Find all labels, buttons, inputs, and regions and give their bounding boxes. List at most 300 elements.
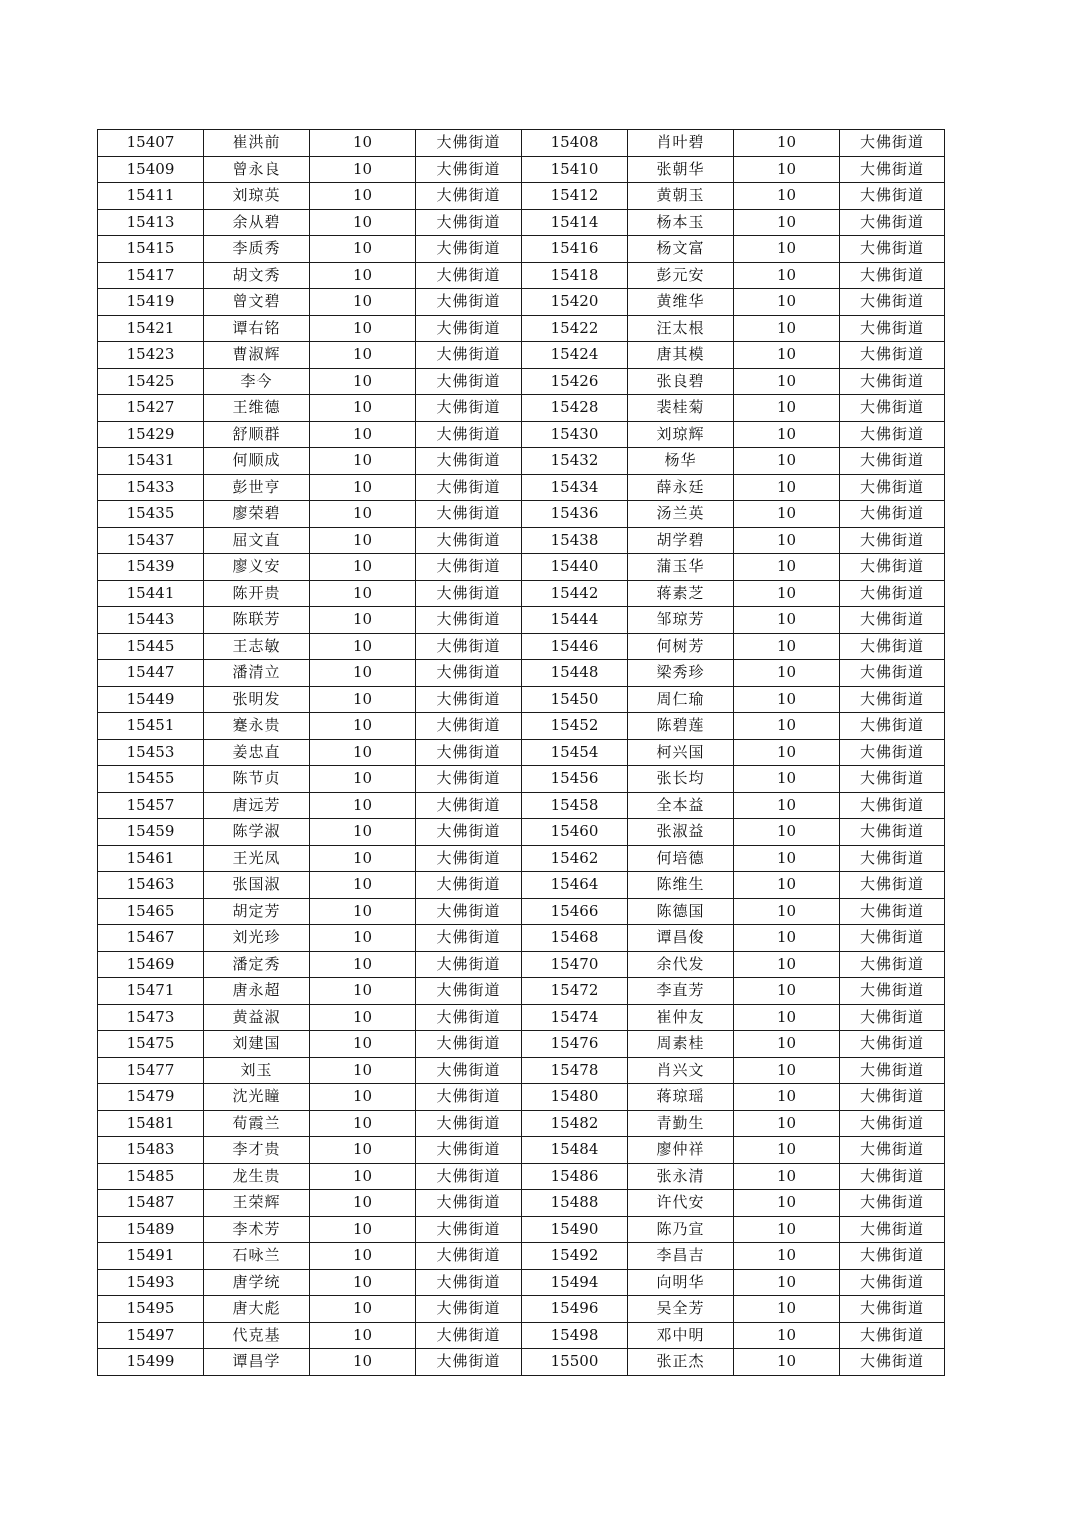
street-cell: 大佛街道	[840, 1243, 945, 1270]
street-cell: 大佛街道	[416, 156, 522, 183]
serial-number-cell: 15462	[522, 845, 628, 872]
amount-cell: 10	[310, 209, 416, 236]
street-cell: 大佛街道	[416, 501, 522, 528]
person-name-cell: 刘建国	[204, 1031, 310, 1058]
amount-cell: 10	[310, 713, 416, 740]
serial-number-cell: 15447	[98, 660, 204, 687]
table-row	[98, 236, 945, 263]
street-cell: 大佛街道	[416, 1004, 522, 1031]
street-cell: 大佛街道	[416, 130, 522, 157]
amount-cell: 10	[310, 925, 416, 952]
person-name-cell: 张国淑	[204, 872, 310, 899]
street-cell: 大佛街道	[840, 1031, 945, 1058]
street-cell: 大佛街道	[416, 1216, 522, 1243]
amount-cell: 10	[734, 209, 840, 236]
amount-cell: 10	[310, 845, 416, 872]
person-name-cell: 许代安	[628, 1190, 734, 1217]
person-name-cell: 崔仲友	[628, 1004, 734, 1031]
street-cell: 大佛街道	[840, 156, 945, 183]
table-row	[98, 289, 945, 316]
serial-number-cell: 15440	[522, 554, 628, 581]
serial-number-cell: 15499	[98, 1349, 204, 1376]
serial-number-cell: 15463	[98, 872, 204, 899]
person-name-cell: 肖叶碧	[628, 130, 734, 157]
person-name-cell: 崔洪前	[204, 130, 310, 157]
table-row	[98, 819, 945, 846]
serial-number-cell: 15455	[98, 766, 204, 793]
table-row	[98, 607, 945, 634]
amount-cell: 10	[310, 1057, 416, 1084]
person-name-cell: 李今	[204, 368, 310, 395]
serial-number-cell: 15452	[522, 713, 628, 740]
amount-cell: 10	[310, 474, 416, 501]
person-name-cell: 曾文碧	[204, 289, 310, 316]
serial-number-cell: 15466	[522, 898, 628, 925]
street-cell: 大佛街道	[416, 368, 522, 395]
person-name-cell: 黄益淑	[204, 1004, 310, 1031]
person-name-cell: 张正杰	[628, 1349, 734, 1376]
serial-number-cell: 15415	[98, 236, 204, 263]
serial-number-cell: 15492	[522, 1243, 628, 1270]
person-name-cell: 柯兴国	[628, 739, 734, 766]
table-row	[98, 898, 945, 925]
street-cell: 大佛街道	[416, 395, 522, 422]
person-name-cell: 汪太根	[628, 315, 734, 342]
street-cell: 大佛街道	[840, 527, 945, 554]
person-name-cell: 廖荣碧	[204, 501, 310, 528]
roster-table	[97, 129, 945, 1376]
amount-cell: 10	[310, 262, 416, 289]
amount-cell: 10	[310, 1216, 416, 1243]
serial-number-cell: 15424	[522, 342, 628, 369]
amount-cell: 10	[310, 739, 416, 766]
amount-cell: 10	[310, 1110, 416, 1137]
amount-cell: 10	[734, 607, 840, 634]
person-name-cell: 裴桂菊	[628, 395, 734, 422]
serial-number-cell: 15421	[98, 315, 204, 342]
person-name-cell: 邹琼芳	[628, 607, 734, 634]
amount-cell: 10	[734, 1057, 840, 1084]
amount-cell: 10	[734, 1216, 840, 1243]
table-row	[98, 1322, 945, 1349]
serial-number-cell: 15435	[98, 501, 204, 528]
amount-cell: 10	[310, 1004, 416, 1031]
person-name-cell: 舒顺群	[204, 421, 310, 448]
amount-cell: 10	[734, 898, 840, 925]
serial-number-cell: 15456	[522, 766, 628, 793]
serial-number-cell: 15465	[98, 898, 204, 925]
person-name-cell: 李直芳	[628, 978, 734, 1005]
person-name-cell: 杨文富	[628, 236, 734, 263]
amount-cell: 10	[734, 1349, 840, 1376]
street-cell: 大佛街道	[416, 1110, 522, 1137]
table-row	[98, 580, 945, 607]
amount-cell: 10	[310, 501, 416, 528]
amount-cell: 10	[734, 262, 840, 289]
amount-cell: 10	[734, 395, 840, 422]
serial-number-cell: 15439	[98, 554, 204, 581]
serial-number-cell: 15433	[98, 474, 204, 501]
serial-number-cell: 15488	[522, 1190, 628, 1217]
serial-number-cell: 15481	[98, 1110, 204, 1137]
amount-cell: 10	[734, 421, 840, 448]
serial-number-cell: 15475	[98, 1031, 204, 1058]
street-cell: 大佛街道	[416, 1057, 522, 1084]
serial-number-cell: 15500	[522, 1349, 628, 1376]
amount-cell: 10	[310, 236, 416, 263]
amount-cell: 10	[310, 633, 416, 660]
amount-cell: 10	[734, 130, 840, 157]
person-name-cell: 陈节贞	[204, 766, 310, 793]
table-row	[98, 686, 945, 713]
street-cell: 大佛街道	[416, 289, 522, 316]
street-cell: 大佛街道	[840, 766, 945, 793]
table-row	[98, 501, 945, 528]
amount-cell: 10	[310, 448, 416, 475]
street-cell: 大佛街道	[416, 1163, 522, 1190]
street-cell: 大佛街道	[416, 819, 522, 846]
table-row	[98, 262, 945, 289]
street-cell: 大佛街道	[416, 554, 522, 581]
serial-number-cell: 15484	[522, 1137, 628, 1164]
amount-cell: 10	[734, 554, 840, 581]
amount-cell: 10	[734, 660, 840, 687]
street-cell: 大佛街道	[840, 1190, 945, 1217]
street-cell: 大佛街道	[840, 1349, 945, 1376]
serial-number-cell: 15441	[98, 580, 204, 607]
street-cell: 大佛街道	[840, 1163, 945, 1190]
table-row	[98, 766, 945, 793]
table-row	[98, 1296, 945, 1323]
person-name-cell: 陈联芳	[204, 607, 310, 634]
street-cell: 大佛街道	[840, 1296, 945, 1323]
serial-number-cell: 15418	[522, 262, 628, 289]
serial-number-cell: 15451	[98, 713, 204, 740]
person-name-cell: 廖仲祥	[628, 1137, 734, 1164]
amount-cell: 10	[734, 1110, 840, 1137]
table-row	[98, 872, 945, 899]
amount-cell: 10	[310, 1349, 416, 1376]
serial-number-cell: 15443	[98, 607, 204, 634]
amount-cell: 10	[734, 1296, 840, 1323]
amount-cell: 10	[310, 315, 416, 342]
street-cell: 大佛街道	[840, 554, 945, 581]
table-row	[98, 421, 945, 448]
serial-number-cell: 15437	[98, 527, 204, 554]
street-cell: 大佛街道	[416, 951, 522, 978]
amount-cell: 10	[310, 1190, 416, 1217]
street-cell: 大佛街道	[840, 607, 945, 634]
person-name-cell: 何树芳	[628, 633, 734, 660]
street-cell: 大佛街道	[840, 1269, 945, 1296]
amount-cell: 10	[734, 792, 840, 819]
table-row	[98, 845, 945, 872]
person-name-cell: 唐大彪	[204, 1296, 310, 1323]
serial-number-cell: 15479	[98, 1084, 204, 1111]
amount-cell: 10	[734, 1163, 840, 1190]
amount-cell: 10	[310, 1163, 416, 1190]
serial-number-cell: 15417	[98, 262, 204, 289]
serial-number-cell: 15427	[98, 395, 204, 422]
person-name-cell: 肖兴文	[628, 1057, 734, 1084]
table-row	[98, 395, 945, 422]
person-name-cell: 吴全芳	[628, 1296, 734, 1323]
amount-cell: 10	[310, 395, 416, 422]
person-name-cell: 谭昌学	[204, 1349, 310, 1376]
amount-cell: 10	[310, 766, 416, 793]
table-row	[98, 660, 945, 687]
amount-cell: 10	[734, 527, 840, 554]
table-row	[98, 554, 945, 581]
amount-cell: 10	[310, 1322, 416, 1349]
serial-number-cell: 15407	[98, 130, 204, 157]
person-name-cell: 刘玉	[204, 1057, 310, 1084]
street-cell: 大佛街道	[840, 501, 945, 528]
person-name-cell: 唐永超	[204, 978, 310, 1005]
street-cell: 大佛街道	[416, 1349, 522, 1376]
serial-number-cell: 15461	[98, 845, 204, 872]
person-name-cell: 张长均	[628, 766, 734, 793]
person-name-cell: 刘琼英	[204, 183, 310, 210]
street-cell: 大佛街道	[416, 448, 522, 475]
person-name-cell: 胡文秀	[204, 262, 310, 289]
street-cell: 大佛街道	[840, 898, 945, 925]
amount-cell: 10	[310, 792, 416, 819]
person-name-cell: 代克基	[204, 1322, 310, 1349]
amount-cell: 10	[734, 1190, 840, 1217]
serial-number-cell: 15458	[522, 792, 628, 819]
street-cell: 大佛街道	[416, 1322, 522, 1349]
person-name-cell: 陈碧莲	[628, 713, 734, 740]
table-row	[98, 315, 945, 342]
amount-cell: 10	[310, 342, 416, 369]
roster-table-body	[98, 130, 945, 1376]
amount-cell: 10	[310, 368, 416, 395]
serial-number-cell: 15444	[522, 607, 628, 634]
person-name-cell: 曾永良	[204, 156, 310, 183]
amount-cell: 10	[734, 1322, 840, 1349]
table-row	[98, 183, 945, 210]
serial-number-cell: 15476	[522, 1031, 628, 1058]
person-name-cell: 姜忠直	[204, 739, 310, 766]
person-name-cell: 王荣辉	[204, 1190, 310, 1217]
street-cell: 大佛街道	[416, 1243, 522, 1270]
street-cell: 大佛街道	[416, 1296, 522, 1323]
street-cell: 大佛街道	[840, 792, 945, 819]
serial-number-cell: 15469	[98, 951, 204, 978]
serial-number-cell: 15491	[98, 1243, 204, 1270]
serial-number-cell: 15454	[522, 739, 628, 766]
person-name-cell: 潘定秀	[204, 951, 310, 978]
street-cell: 大佛街道	[840, 713, 945, 740]
serial-number-cell: 15446	[522, 633, 628, 660]
table-row	[98, 978, 945, 1005]
table-row	[98, 1216, 945, 1243]
street-cell: 大佛街道	[416, 925, 522, 952]
street-cell: 大佛街道	[840, 474, 945, 501]
amount-cell: 10	[734, 368, 840, 395]
person-name-cell: 蒋琼瑶	[628, 1084, 734, 1111]
serial-number-cell: 15493	[98, 1269, 204, 1296]
serial-number-cell: 15496	[522, 1296, 628, 1323]
person-name-cell: 张明发	[204, 686, 310, 713]
serial-number-cell: 15419	[98, 289, 204, 316]
person-name-cell: 邓中明	[628, 1322, 734, 1349]
person-name-cell: 汤兰英	[628, 501, 734, 528]
street-cell: 大佛街道	[416, 1190, 522, 1217]
serial-number-cell: 15412	[522, 183, 628, 210]
serial-number-cell: 15467	[98, 925, 204, 952]
amount-cell: 10	[734, 315, 840, 342]
amount-cell: 10	[310, 1269, 416, 1296]
serial-number-cell: 15445	[98, 633, 204, 660]
person-name-cell: 青勤生	[628, 1110, 734, 1137]
street-cell: 大佛街道	[416, 686, 522, 713]
street-cell: 大佛街道	[840, 289, 945, 316]
street-cell: 大佛街道	[840, 315, 945, 342]
person-name-cell: 李才贵	[204, 1137, 310, 1164]
serial-number-cell: 15414	[522, 209, 628, 236]
amount-cell: 10	[310, 951, 416, 978]
table-row	[98, 951, 945, 978]
street-cell: 大佛街道	[416, 872, 522, 899]
person-name-cell: 黄维华	[628, 289, 734, 316]
person-name-cell: 全本益	[628, 792, 734, 819]
amount-cell: 10	[310, 898, 416, 925]
serial-number-cell: 15450	[522, 686, 628, 713]
serial-number-cell: 15409	[98, 156, 204, 183]
amount-cell: 10	[310, 554, 416, 581]
street-cell: 大佛街道	[840, 368, 945, 395]
table-row	[98, 1110, 945, 1137]
person-name-cell: 胡学碧	[628, 527, 734, 554]
person-name-cell: 荀霞兰	[204, 1110, 310, 1137]
street-cell: 大佛街道	[416, 1084, 522, 1111]
serial-number-cell: 15474	[522, 1004, 628, 1031]
amount-cell: 10	[310, 1137, 416, 1164]
table-row	[98, 1190, 945, 1217]
person-name-cell: 余代发	[628, 951, 734, 978]
person-name-cell: 曹淑辉	[204, 342, 310, 369]
serial-number-cell: 15428	[522, 395, 628, 422]
amount-cell: 10	[310, 130, 416, 157]
amount-cell: 10	[734, 501, 840, 528]
street-cell: 大佛街道	[840, 421, 945, 448]
amount-cell: 10	[310, 289, 416, 316]
street-cell: 大佛街道	[840, 395, 945, 422]
table-row	[98, 792, 945, 819]
person-name-cell: 何顺成	[204, 448, 310, 475]
amount-cell: 10	[310, 686, 416, 713]
amount-cell: 10	[734, 951, 840, 978]
street-cell: 大佛街道	[840, 1057, 945, 1084]
street-cell: 大佛街道	[416, 1137, 522, 1164]
amount-cell: 10	[310, 183, 416, 210]
street-cell: 大佛街道	[840, 448, 945, 475]
table-row	[98, 368, 945, 395]
amount-cell: 10	[310, 872, 416, 899]
street-cell: 大佛街道	[840, 130, 945, 157]
person-name-cell: 廖义安	[204, 554, 310, 581]
amount-cell: 10	[734, 872, 840, 899]
street-cell: 大佛街道	[416, 978, 522, 1005]
street-cell: 大佛街道	[416, 845, 522, 872]
street-cell: 大佛街道	[840, 633, 945, 660]
street-cell: 大佛街道	[416, 607, 522, 634]
serial-number-cell: 15489	[98, 1216, 204, 1243]
serial-number-cell: 15422	[522, 315, 628, 342]
amount-cell: 10	[734, 474, 840, 501]
street-cell: 大佛街道	[416, 209, 522, 236]
serial-number-cell: 15442	[522, 580, 628, 607]
amount-cell: 10	[310, 660, 416, 687]
serial-number-cell: 15448	[522, 660, 628, 687]
person-name-cell: 杨本玉	[628, 209, 734, 236]
street-cell: 大佛街道	[416, 342, 522, 369]
street-cell: 大佛街道	[840, 580, 945, 607]
serial-number-cell: 15408	[522, 130, 628, 157]
serial-number-cell: 15431	[98, 448, 204, 475]
person-name-cell: 刘琼辉	[628, 421, 734, 448]
serial-number-cell: 15486	[522, 1163, 628, 1190]
table-row	[98, 1031, 945, 1058]
serial-number-cell: 15490	[522, 1216, 628, 1243]
street-cell: 大佛街道	[840, 342, 945, 369]
table-row	[98, 1243, 945, 1270]
street-cell: 大佛街道	[840, 209, 945, 236]
street-cell: 大佛街道	[840, 978, 945, 1005]
serial-number-cell: 15495	[98, 1296, 204, 1323]
person-name-cell: 刘光珍	[204, 925, 310, 952]
person-name-cell: 向明华	[628, 1269, 734, 1296]
amount-cell: 10	[734, 766, 840, 793]
person-name-cell: 何培德	[628, 845, 734, 872]
person-name-cell: 陈开贵	[204, 580, 310, 607]
amount-cell: 10	[310, 421, 416, 448]
street-cell: 大佛街道	[840, 686, 945, 713]
amount-cell: 10	[734, 978, 840, 1005]
person-name-cell: 潘清立	[204, 660, 310, 687]
amount-cell: 10	[734, 1004, 840, 1031]
person-name-cell: 彭元安	[628, 262, 734, 289]
serial-number-cell: 15485	[98, 1163, 204, 1190]
table-row	[98, 713, 945, 740]
serial-number-cell: 15457	[98, 792, 204, 819]
person-name-cell: 唐其模	[628, 342, 734, 369]
table-row	[98, 925, 945, 952]
street-cell: 大佛街道	[840, 925, 945, 952]
person-name-cell: 梁秀珍	[628, 660, 734, 687]
street-cell: 大佛街道	[416, 527, 522, 554]
amount-cell: 10	[310, 527, 416, 554]
street-cell: 大佛街道	[840, 739, 945, 766]
serial-number-cell: 15464	[522, 872, 628, 899]
person-name-cell: 唐远芳	[204, 792, 310, 819]
serial-number-cell: 15411	[98, 183, 204, 210]
street-cell: 大佛街道	[840, 1084, 945, 1111]
person-name-cell: 唐学统	[204, 1269, 310, 1296]
serial-number-cell: 15430	[522, 421, 628, 448]
table-row	[98, 1004, 945, 1031]
street-cell: 大佛街道	[840, 1110, 945, 1137]
person-name-cell: 屈文直	[204, 527, 310, 554]
table-row	[98, 342, 945, 369]
amount-cell: 10	[734, 448, 840, 475]
person-name-cell: 胡定芳	[204, 898, 310, 925]
amount-cell: 10	[310, 819, 416, 846]
person-name-cell: 谭昌俊	[628, 925, 734, 952]
street-cell: 大佛街道	[416, 421, 522, 448]
